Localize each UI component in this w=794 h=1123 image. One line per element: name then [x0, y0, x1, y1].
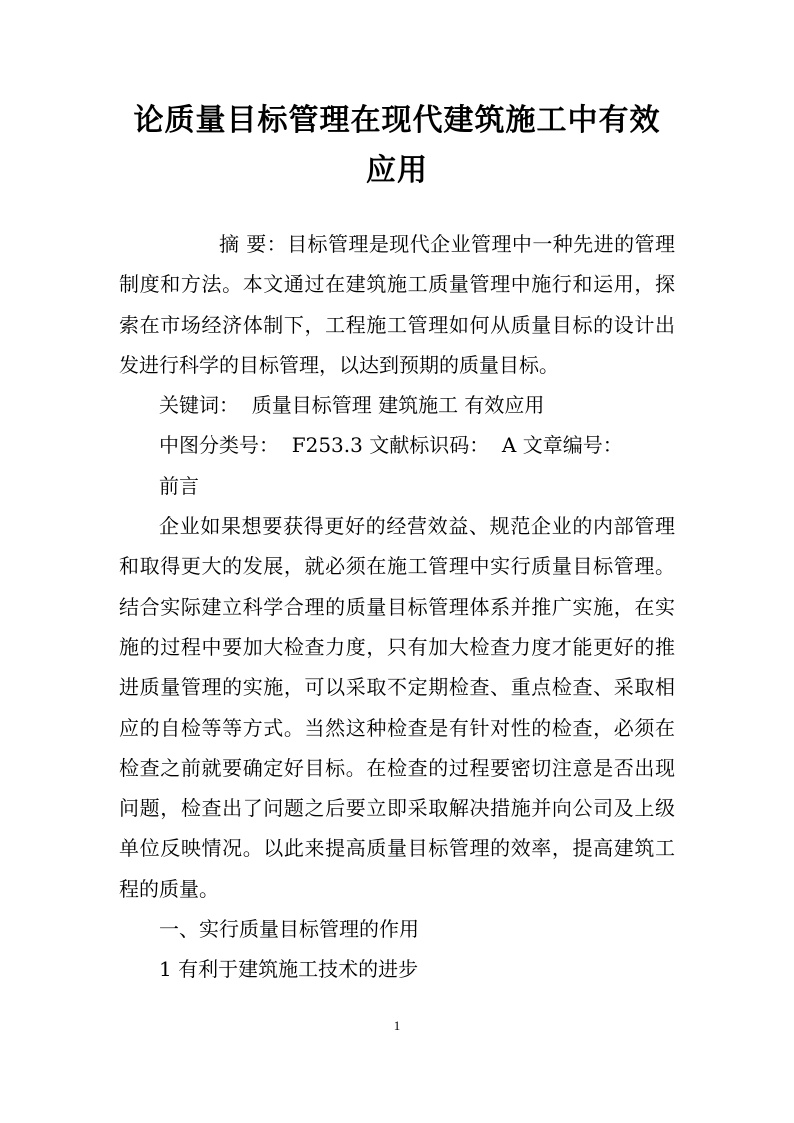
keywords-line: 关键词： 质量目标管理 建筑施工 有效应用 [159, 393, 545, 418]
abstract-paragraph: 摘 要：目标管理是现代企业管理中一种先进的管理制度和方法。本文通过在建筑施工质量管理中施行和运用，探索在市场经济体制下，工程施工管理如何从质量目标的设计出发进行科学的目标管理，以达到预期的质量目标。 [119, 232, 675, 377]
subsection-heading: 1 有利于建筑施工技术的进步 [159, 957, 419, 982]
preface-heading: 前言 [159, 473, 199, 498]
body-paragraph: 企业如果想要获得更好的经营效益、规范企业的内部管理和取得更大的发展，就必须在施工管理中实行质量目标管理。结合实际建立科学合理的质量目标管理体系并推广实施，在实施的过程中要加大检查力度，只有加大检查力度才能更好的推进质量管理的实施，可以采取不定期检查、重点检查、采取相应的自检等等方式。当然这种检查是有针对性的检查，必须在检查之前就要确定好目标。在检查的过程要密切注意是否出现问题，检查出了问题之后要立即采取解决措施并向公司及上级单位反映情况。以此来提高质量目标管理的效率，提高建筑工程的质量。 [119, 514, 675, 901]
section-heading: 一、实行质量目标管理的作用 [159, 917, 419, 942]
classification-line: 中图分类号： F253.3 文献标识码： A 文章编号： [159, 433, 623, 458]
document-body [119, 224, 675, 990]
page-number: 1 [393, 1018, 401, 1033]
document-title: 论质量目标管理在现代建筑施工中有效应用 [133, 103, 661, 188]
